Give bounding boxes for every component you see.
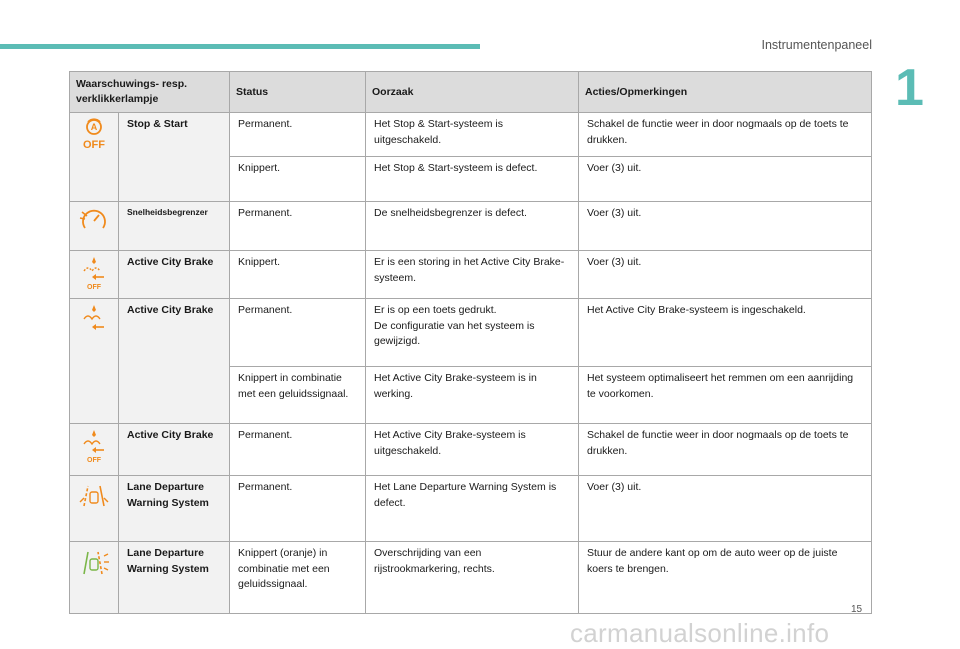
status-cell: Knippert. — [230, 157, 366, 202]
cause-cell: Er is op een toets gedrukt. De configuratie van het systeem is gewijzigd. — [366, 299, 579, 367]
function-name: Stop & Start — [119, 113, 230, 202]
action-cell: Voer (3) uit. — [579, 202, 872, 251]
top-accent-bar — [0, 44, 480, 49]
status-cell: Permanent. — [230, 476, 366, 542]
status-cell: Permanent. — [230, 202, 366, 251]
svg-text:OFF: OFF — [87, 457, 101, 465]
svg-text:A: A — [90, 122, 98, 133]
action-cell: Het systeem optimaliseert het remmen om een aanrijding te voorkomen. — [579, 367, 872, 424]
status-cell: Knippert in combinatie met een geluidssignaal. — [230, 367, 366, 424]
stop-start-off-icon — [70, 113, 119, 202]
header-cause: Oorzaak — [366, 72, 579, 113]
action-cell: Schakel de functie weer in door nogmaals op de toets te drukken. — [579, 424, 872, 476]
table-row — [70, 113, 872, 157]
active-city-brake-fault-icon — [70, 251, 119, 299]
cause-cell: De snelheidsbegrenzer is defect. — [366, 202, 579, 251]
action-cell: Schakel de functie weer in door nogmaals op de toets te drukken. — [579, 113, 872, 157]
header-status: Status — [230, 72, 366, 113]
function-name: Active City Brake — [119, 251, 230, 299]
header-warning-light: Waarschuwings- resp. verklikkerlampje — [70, 72, 230, 113]
cause-cell: Het Lane Departure Warning System is defect. — [366, 476, 579, 542]
active-city-brake-off-icon — [70, 424, 119, 476]
speed-limiter-fault-icon — [70, 202, 119, 251]
action-cell: Voer (3) uit. — [579, 476, 872, 542]
table-row — [70, 542, 872, 614]
page-number: 15 — [851, 604, 863, 615]
warning-lights-table — [69, 71, 872, 614]
header-actions: Acties/Opmerkingen — [579, 72, 872, 113]
function-name: Active City Brake — [119, 424, 230, 476]
cause-cell: Overschrijding van een rijstrookmarkering, rechts. — [366, 542, 579, 614]
cause-cell: Het Active City Brake-systeem is uitgeschakeld. — [366, 424, 579, 476]
section-title: Instrumentenpaneel — [761, 38, 872, 52]
status-cell: Permanent. — [230, 299, 366, 367]
cause-cell: Het Stop & Start-systeem is uitgeschakeld. — [366, 113, 579, 157]
cause-cell: Het Stop & Start-systeem is defect. — [366, 157, 579, 202]
status-cell: Permanent. — [230, 424, 366, 476]
status-cell: Permanent. — [230, 113, 366, 157]
cause-cell: Het Active City Brake-systeem is in werking. — [366, 367, 579, 424]
table-header-row — [70, 72, 872, 113]
action-cell: Voer (3) uit. — [579, 157, 872, 202]
watermark: carmanualsonline.info — [570, 618, 830, 648]
table-row — [70, 299, 872, 367]
table-row — [70, 202, 872, 251]
svg-text:OFF: OFF — [83, 139, 105, 152]
table-row — [70, 251, 872, 299]
function-name: Lane Departure Warning System — [119, 476, 230, 542]
active-city-brake-icon — [70, 299, 119, 424]
lane-departure-fault-icon — [70, 476, 119, 542]
action-cell: Het Active City Brake-systeem is ingeschakeld. — [579, 299, 872, 367]
status-cell: Knippert. — [230, 251, 366, 299]
status-cell: Knippert (oranje) in combinatie met een geluidssignaal. — [230, 542, 366, 614]
table-row — [70, 424, 872, 476]
cause-cell: Er is een storing in het Active City Brake-systeem. — [366, 251, 579, 299]
function-name: Lane Departure Warning System — [119, 542, 230, 614]
action-cell: Voer (3) uit. — [579, 251, 872, 299]
function-name: Snelheidsbegrenzer — [119, 202, 230, 251]
function-name: Active City Brake — [119, 299, 230, 424]
chapter-number: 1 — [895, 59, 924, 117]
table-row — [70, 476, 872, 542]
svg-text:OFF: OFF — [87, 284, 101, 292]
action-cell: Stuur de andere kant op om de auto weer op de juiste koers te brengen. — [579, 542, 872, 614]
lane-departure-right-icon — [70, 542, 119, 614]
